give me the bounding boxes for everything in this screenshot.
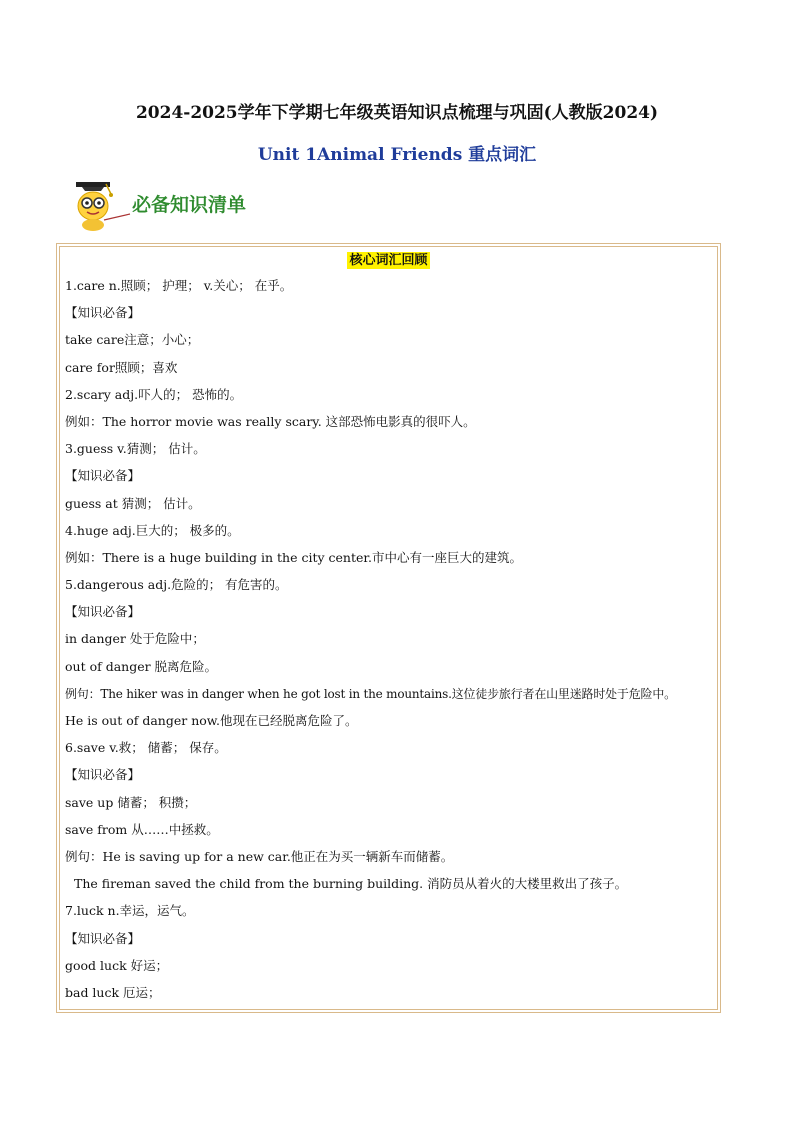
vocab-line: 5.dangerous adj.危险的； 有危害的。 xyxy=(65,577,288,593)
vocab-line: guess at 猜测； 估计。 xyxy=(65,495,201,511)
unit-subtitle: Unit 1Animal Friends 重点词汇 xyxy=(257,145,537,165)
vocab-line: take care注意；小心； xyxy=(65,332,200,348)
vocab-line: care for照顾；喜欢 xyxy=(65,359,178,375)
box-heading-text: 核心词汇回顾 xyxy=(349,253,428,268)
vocab-line: 例如：There is a huge building in the city center.市中心有一座巨大的建筑。 xyxy=(65,549,522,565)
vocab-line: The fireman saved the child from the burning building. 消防员从着火的大楼里救出了孩子。 xyxy=(74,876,628,892)
section-header xyxy=(70,176,330,232)
vocab-line: 【知识必备】 xyxy=(65,767,141,783)
vocab-line: good luck 好运； xyxy=(65,957,169,973)
vocab-line: 2.scary adj.吓人的； 恐怖的。 xyxy=(65,386,243,402)
vocab-line: 7.luck n.幸运，运气。 xyxy=(65,903,195,919)
vocab-line: 【知识必备】 xyxy=(65,468,141,484)
vocab-line: 例如：The horror movie was really scary. 这部恐怖电影真的很吓人。 xyxy=(65,413,476,429)
page-title: 2024-2025学年下学期七年级英语知识点梳理与巩固(人教版2024) xyxy=(135,103,659,123)
vocab-line: 1.care n.照顾； 护理； v.关心； 在乎。 xyxy=(65,278,293,293)
section-label: 必备知识清单 xyxy=(132,194,247,216)
scholar-mascot-icon xyxy=(70,176,132,232)
vocab-line: 3.guess v.猜测； 估计。 xyxy=(65,441,206,457)
vocab-line: 【知识必备】 xyxy=(65,305,141,321)
vocab-line: 【知识必备】 xyxy=(65,604,141,620)
vocab-lines xyxy=(65,276,715,1010)
vocab-line: out of danger 脱离危险。 xyxy=(65,658,218,674)
vocab-line: in danger 处于危险中； xyxy=(65,631,205,647)
vocab-line: bad luck 厄运； xyxy=(65,984,161,1000)
vocab-line: 例句：The hiker was in danger when he got lost in the mountains.这位徒步旅行者在山里迷路时处于危险中。 xyxy=(65,686,676,701)
vocab-line: 【知识必备】 xyxy=(65,930,141,946)
box-heading xyxy=(56,249,721,268)
vocab-line: 6.save v.救； 储蓄； 保存。 xyxy=(65,740,227,756)
vocab-line: 4.huge adj.巨大的； 极多的。 xyxy=(65,522,240,538)
vocab-line: save up 储蓄； 积攒； xyxy=(65,794,197,810)
vocab-line: 例句：He is saving up for a new car.他正在为买一辆新车而储蓄。 xyxy=(65,848,454,864)
vocab-line: save from 从……中拯救。 xyxy=(65,821,219,837)
vocab-line: He is out of danger now.他现在已经脱离危险了。 xyxy=(65,713,358,728)
